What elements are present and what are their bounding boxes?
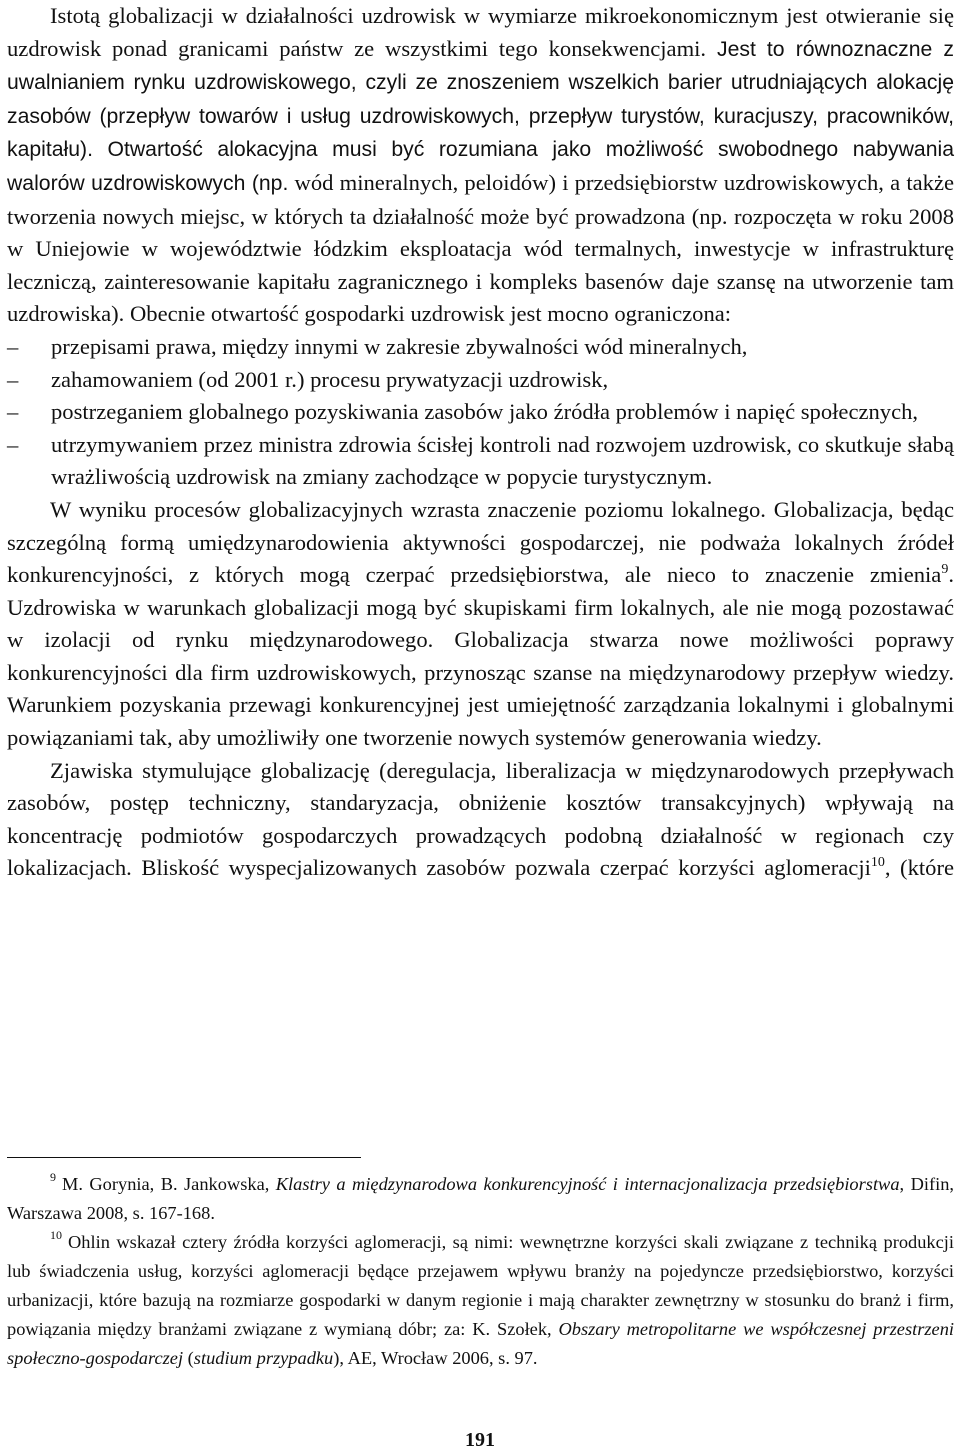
paragraph-1-continuation: wód mineralnych, peloidów) i przedsiębiorstw uzdrowiskowych, a także tworzenia nowych miejsc, w których ta działalność może być prowadzona (np.	[7, 169, 955, 229]
list-item	[7, 396, 954, 429]
list-item	[7, 429, 954, 494]
paragraph-1-opening: Istotą globalizacji w działalności uzdrowisk w wymiarze mikroekonomicznym jest otwieranie się uzdrowisk ponad granicami państw ze wszystkimi tego konsekwencjami.	[7, 3, 954, 61]
paragraph-3-text: Zjawiska stymulujące globalizację (deregulacja, liberalizacja w międzynarodowych przepływach zasobów, postęp techniczny, standaryzacja, obniżenie kosztów transakcyjnych) wpływają na koncentrację podmiotów gospodarczych prowadzących podobną działalność w regionach czy lokalizacjach. Bliskość wyspecjalizowanych zasobów pozwala czerpać korzyści aglomeracji	[7, 757, 954, 881]
dash-bullet: –	[7, 333, 19, 359]
paragraph-3	[7, 755, 954, 885]
list-item-text: postrzeganiem globalnego pozyskiwania zasobów jako źródła problemów i napięć społecznych,	[51, 399, 919, 425]
dash-bullet: –	[7, 366, 19, 392]
list-item	[7, 364, 954, 397]
footnote-ref-10[interactable]: 10	[870, 855, 885, 871]
restrictions-list	[7, 331, 954, 494]
footnote-10-paren: (	[183, 1348, 194, 1368]
paragraph-1	[7, 0, 954, 331]
paragraph-2-rest: . Uzdrowiska w warunkach globalizacji mogą być skupiskami firm lokalnych, ale nie mogą pozostawać w izolacji od rynku międzynarodowego. Globalizacja stwarza nowe możliwości poprawy konkurencyjności dla firm uzdrowiskowych, przynosząc szanse na międzynarodowy przepływ wiedzy. Warunkiem pozyskania przewagi konkurencyjnej jest umiejętność zarządzania lokalnymi i globalnymi powiązaniami tak, aby umożliwiły one tworzenie nowych systemów generowania wiedzy.	[7, 562, 954, 751]
footnotes	[7, 1170, 954, 1373]
list-item-text: przepisami prawa, między innymi w zakresie zbywalności wód mineralnych,	[51, 333, 748, 359]
paragraph-3-rest: , (które	[884, 855, 954, 881]
paragraph-1-list-intro: Obecnie otwartość gospodarki uzdrowisk jest mocno ograniczona:	[129, 301, 732, 327]
paragraph-2	[7, 494, 954, 755]
dash-bullet: –	[7, 431, 19, 457]
footnote-10-title: Obszary metropolitarne we współczesnej przestrzeni społeczno-gospodarczej	[7, 1319, 954, 1368]
list-item-text: utrzymywaniem przez ministra zdrowia ścisłej kontroli nad rozwojem uzdrowisk, co skutkuje słabą wrażliwością uzdrowisk na zmiany zachodzące w popycie turystycznym.	[51, 431, 954, 490]
footnote-10-rest: ), AE, Wrocław 2006, s. 97.	[333, 1348, 538, 1368]
list-item-text: zahamowaniem (od 2001 r.) procesu prywatyzacji uzdrowisk,	[51, 366, 609, 392]
paragraph-1-sans-segment: Jest to równoznaczne z uwalnianiem rynku uzdrowiskowego, czyli ze znoszeniem wszelkich barier utrudniających alokację zasobów (przepływ towarów i usług uzdrowiskowych, przepływ turystów, kuracjuszy, pracowników, kapitału). Otwartość alokacyjna musi być rozumiana jako możliwość swobodnego nabywania walorów uzdrowiskowych (np.	[7, 37, 955, 195]
footnote-10-mark: 10	[50, 1228, 62, 1242]
footnote-9-mark: 9	[50, 1170, 56, 1184]
footnote-9	[7, 1170, 954, 1228]
footnote-10-subtitle: studium przypadku	[193, 1348, 334, 1368]
footnote-ref-9[interactable]: 9	[941, 562, 949, 578]
footnote-9-rest: , Difin, Warszawa 2008, s. 167-168.	[7, 1174, 954, 1223]
paragraph-1-uniejow: rozpoczęta w roku 2008 w Uniejowie w województwie łódzkim eksploatacja wód termalnych, inwestycje w infrastrukturę leczniczą, zainteresowanie kapitału zagranicznego i kompleks basenów daje szansę na utworzenie tam uzdrowiska).	[7, 203, 954, 327]
page-number: 191	[465, 1429, 495, 1451]
paragraph-2-text: W wyniku procesów globalizacyjnych wzrasta znaczenie poziomu lokalnego. Globalizacja, będąc szczególną formą umiędzynarodowienia aktywności gospodarczej, nie podważa lokalnych źródeł konkurencyjności, z których mogą czerpać przedsiębiorstwa, ale nieco to znaczenie zmienia	[7, 496, 954, 588]
footnote-10	[7, 1228, 954, 1373]
footnote-10-text: Ohlin wskazał cztery źródła korzyści aglomeracji, są nimi: wewnętrzne korzyści skali związane z techniką produkcji lub świadczenia usług, korzyści aglomeracji będące przejawem wpływu branży na pojedyncze przedsiębiorstwo, korzyści urbanizacji, które bazują na rozmiarze gospodarki w danym regionie i mają charakter zewnętrzny w stosunku do branż i firm, powiązania między branżami związane z wymianą dóbr; za: K. Szołek,	[7, 1232, 954, 1339]
footnote-9-authors: M. Gorynia, B. Jankowska,	[62, 1174, 276, 1194]
body-text	[7, 0, 954, 885]
dash-bullet: –	[7, 399, 19, 425]
footnote-separator	[7, 1157, 361, 1158]
footnote-9-title: Klastry a międzynarodowa konkurencyjność i internacjonalizacja przedsiębiorstwa	[275, 1174, 900, 1194]
list-item	[7, 331, 954, 364]
document-page	[7, 0, 954, 885]
